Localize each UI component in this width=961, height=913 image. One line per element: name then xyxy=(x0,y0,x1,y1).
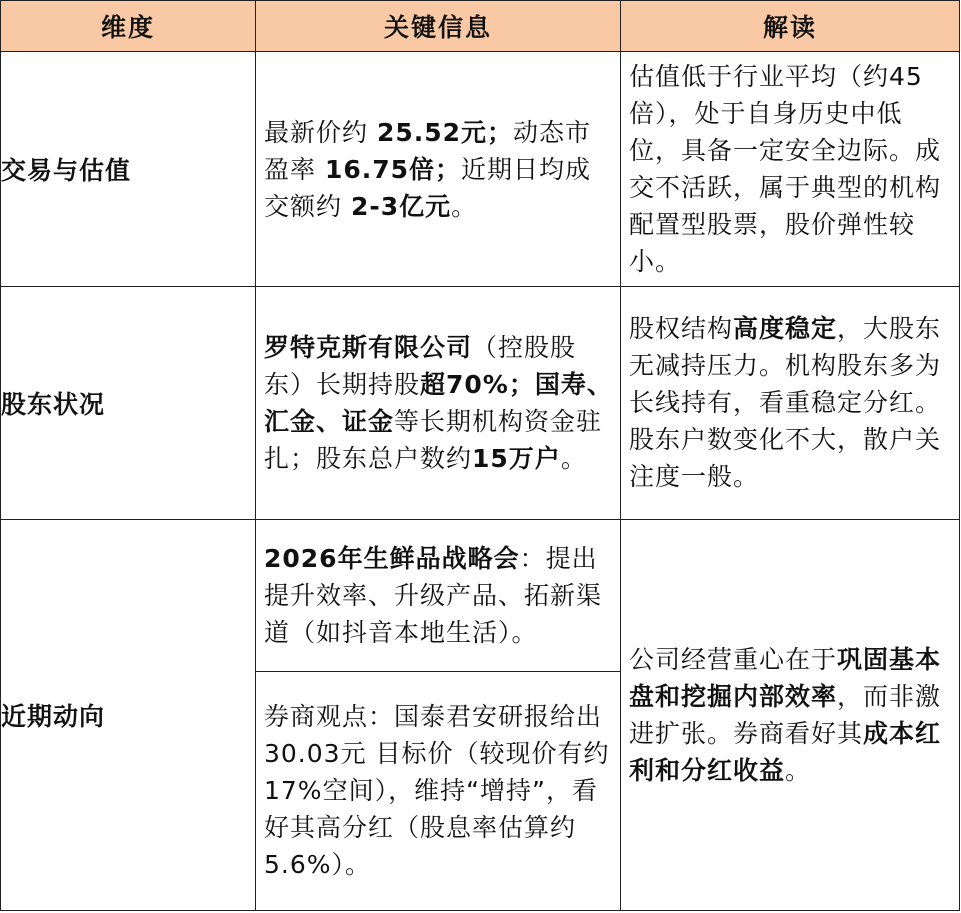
interpretation-cell xyxy=(621,52,960,287)
header-interpretation: 解读 xyxy=(621,1,960,52)
dimension-cell: 股东状况 xyxy=(1,287,256,519)
key-info-text xyxy=(256,329,620,477)
key-info-cell xyxy=(256,287,621,519)
bold-text-segment: 成本红利和分红收益 xyxy=(629,718,942,785)
interpretation-text xyxy=(621,641,959,789)
text-segment: 。 xyxy=(451,191,478,221)
text-segment: 估值低于行业平均（约45倍），处于自身历史中低位，具备一定安全边际。成交不活跃，属于典型的机构配置型股票，股价弹性较小。 xyxy=(629,62,942,277)
bold-text-segment: 2-3亿元 xyxy=(350,191,452,221)
bold-text-segment: 高度稳定 xyxy=(733,314,838,344)
text-segment: 近期日均成交额约 xyxy=(264,154,592,221)
text-segment: ，大股东无减持压力。机构股东多为长线持有，看重稳定分红。股东户数变化不大，散户关注度一般。 xyxy=(629,314,942,492)
text-segment: 目标价（较现价有约17%空间），维持“增持”，看好其高分红（股息率估算约5.6%）。 xyxy=(264,739,610,880)
dimension-cell: 交易与估值 xyxy=(1,52,256,287)
table-row xyxy=(1,287,960,519)
bold-text-segment: 25.52元； xyxy=(376,117,514,147)
text-segment: ，而非激进扩张。券商看好其 xyxy=(629,681,942,748)
key-info-cell xyxy=(256,671,621,910)
text-segment: 30.03元 xyxy=(264,739,376,769)
key-info-cell xyxy=(256,52,621,287)
interpretation-text xyxy=(621,310,959,495)
header-dimension: 维度 xyxy=(1,1,256,52)
bold-text-segment: 罗特克斯有限公司 xyxy=(264,332,473,362)
interpretation-cell xyxy=(621,287,960,519)
text-segment: 。 xyxy=(785,755,812,785)
key-info-text xyxy=(256,114,620,225)
dimension-cell: 近期动向 xyxy=(1,519,256,910)
text-segment: 。 xyxy=(560,443,587,473)
text-segment: ：提出提升效率、升级产品、拓新渠道（如抖音本地生活）。 xyxy=(264,543,603,647)
interpretation-text xyxy=(621,58,959,280)
header-row xyxy=(1,1,960,52)
interpretation-cell xyxy=(621,519,960,910)
bold-text-segment: 巩固基本盘和挖掘内部效率 xyxy=(629,644,942,711)
key-info-cell xyxy=(256,519,621,671)
text-segment: 等长期机构资金驻扎；股东总户数约 xyxy=(264,406,603,473)
key-info-text xyxy=(256,540,620,651)
table-row xyxy=(1,52,960,287)
text-segment: （控股股东）长期持股 xyxy=(264,332,577,399)
header-key-info: 关键信息 xyxy=(256,1,621,52)
bold-text-segment: 超70%；国寿、汇金、证金 xyxy=(264,369,613,436)
text-segment: 股权结构 xyxy=(629,314,734,344)
text-segment: 最新价约 xyxy=(264,117,377,147)
text-segment: 动态市盈率 xyxy=(264,117,592,184)
key-info-text xyxy=(256,698,620,883)
bold-text-segment: 16.75倍； xyxy=(324,154,462,184)
text-segment: 公司经营重心在于 xyxy=(629,644,838,674)
bold-text-segment: 2026年生鲜品战略会 xyxy=(264,543,520,573)
bold-text-segment: 15万户 xyxy=(472,443,561,473)
text-segment: 券商观点：国泰君安研报给出 xyxy=(264,702,603,732)
table-row xyxy=(1,519,960,671)
